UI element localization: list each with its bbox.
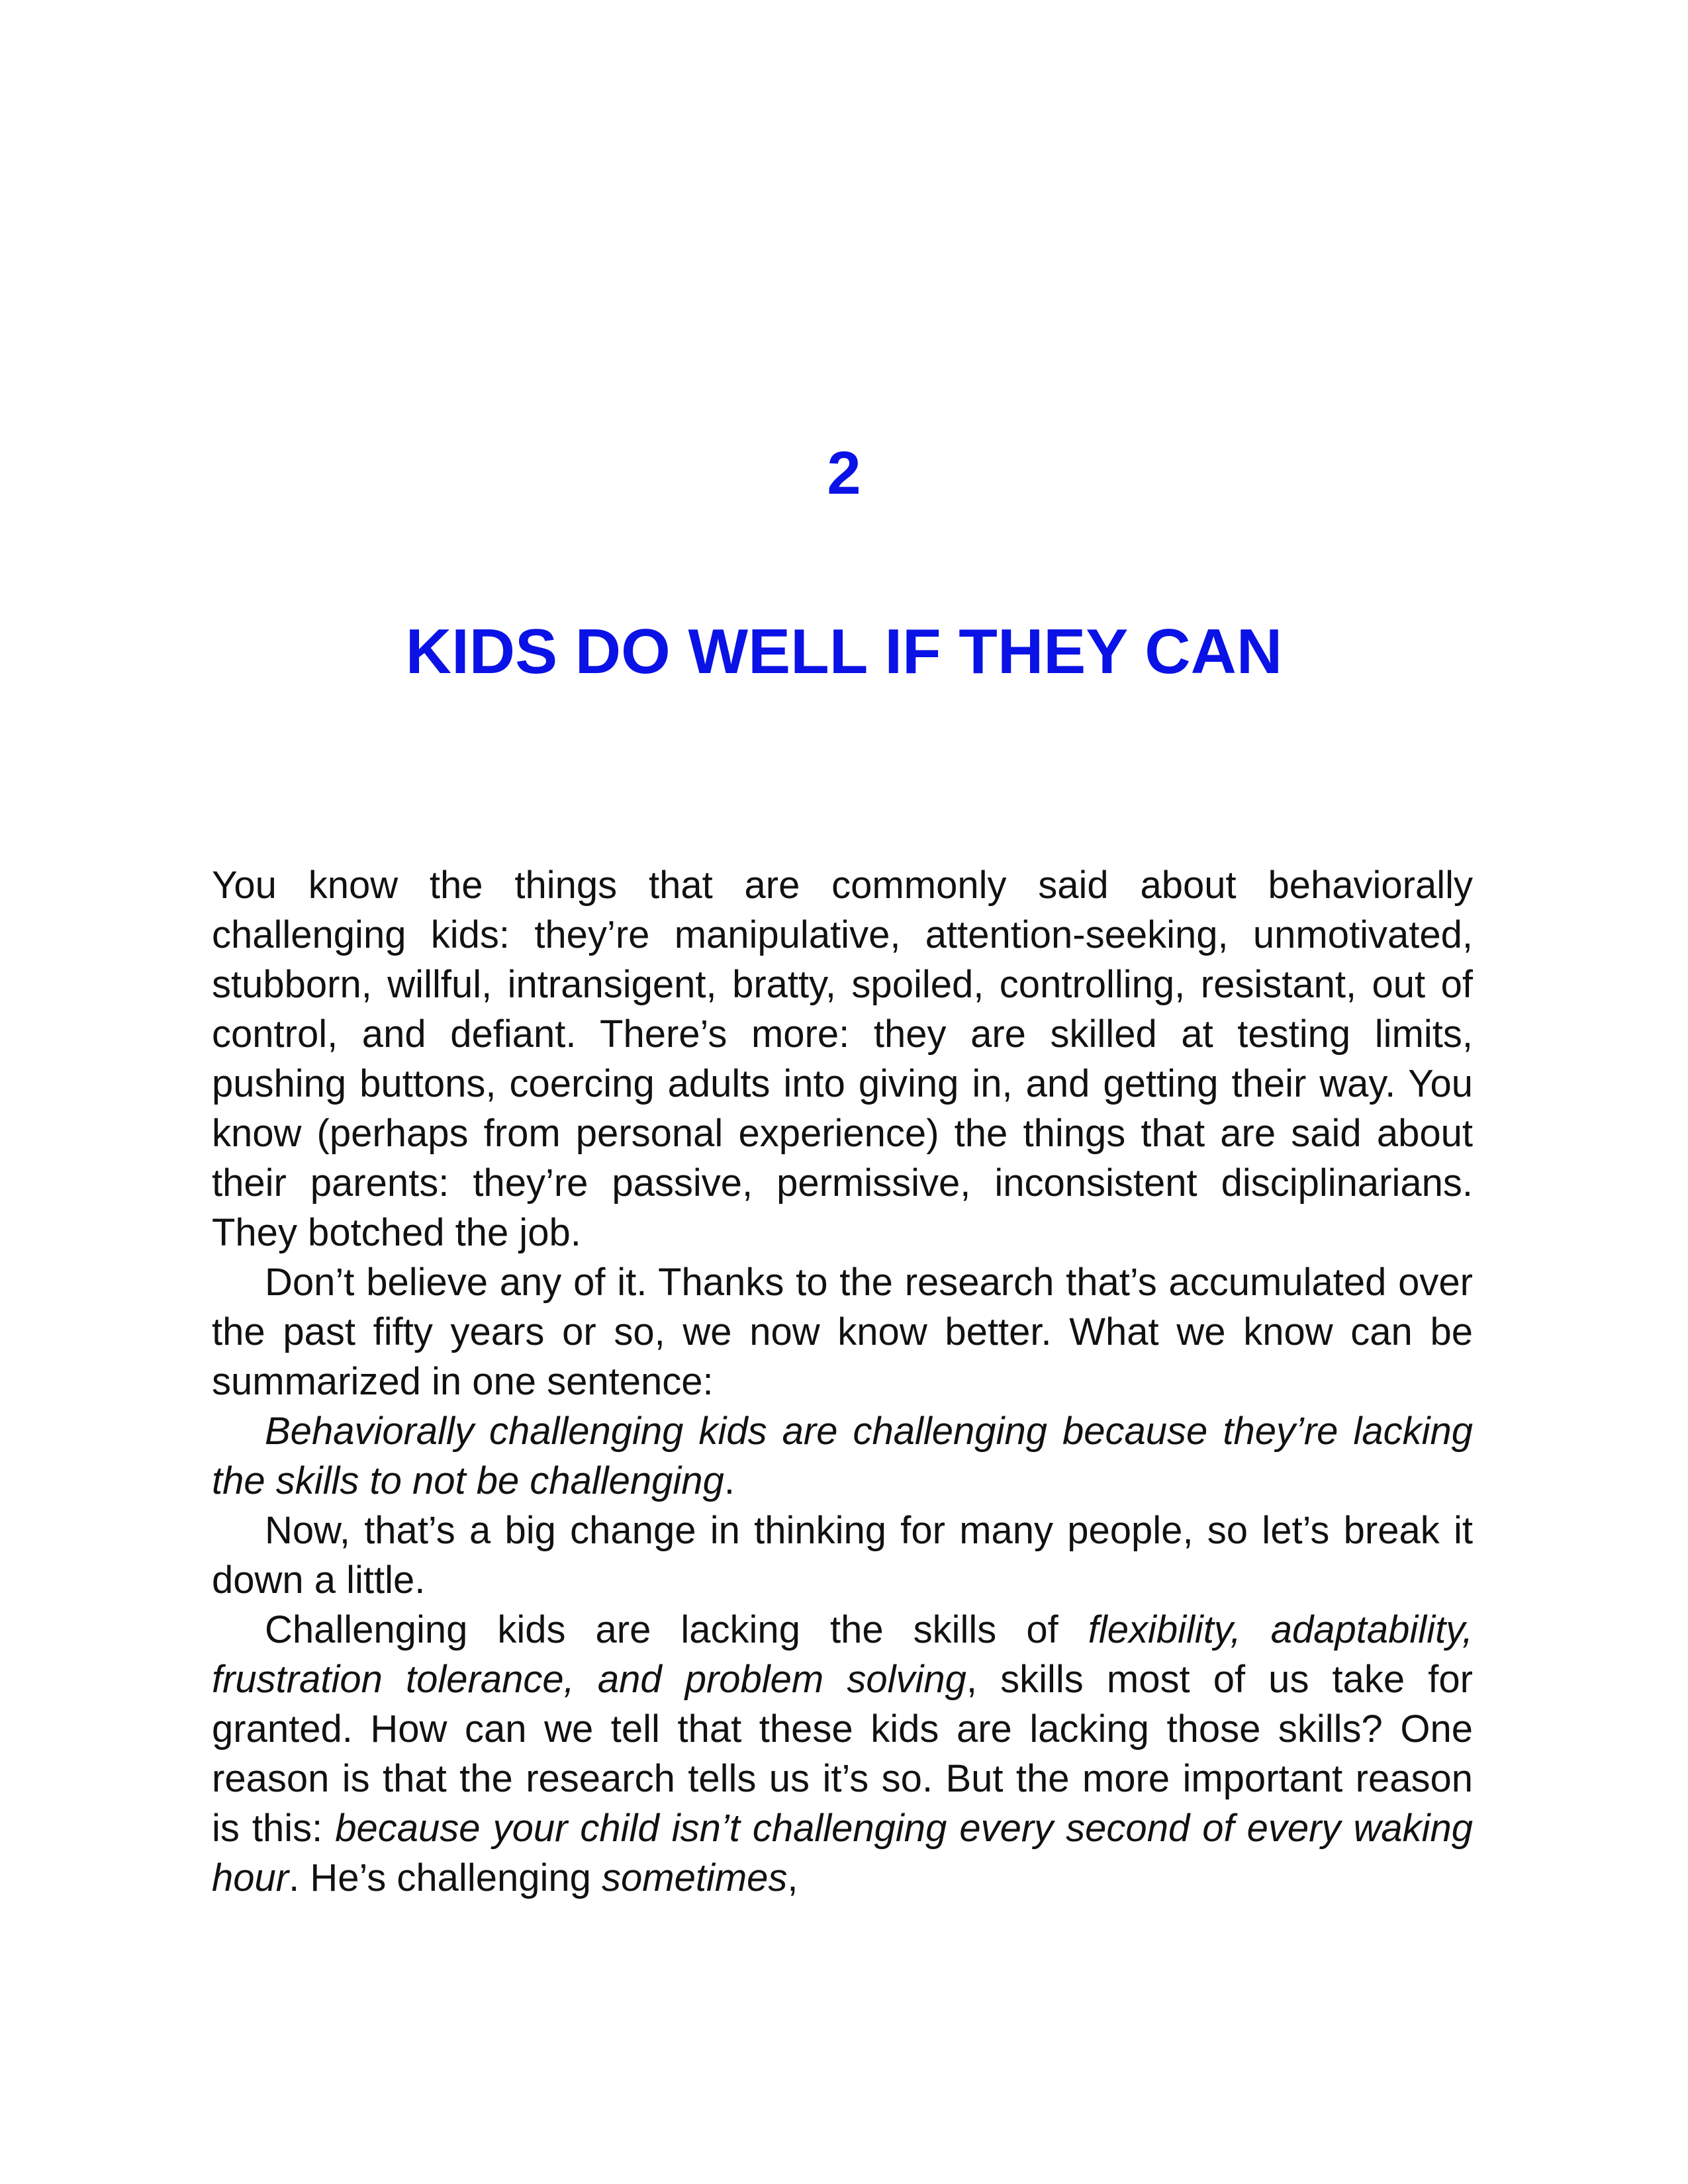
chapter-number: 2 xyxy=(827,439,861,507)
key-sentence-period: . xyxy=(724,1459,735,1502)
paragraph-5-text-2: , skills most of us take for granted. How can we tell that these kids are lacking those skills? One reason is that the research tells us it’s so. But the more important reason is this: xyxy=(212,1658,1473,1850)
chapter-body xyxy=(212,860,1473,1903)
paragraph-1: You know the things that are commonly said about behaviorally challenging kids: they’re manipulative, attention-seeking, unmotivated, stubborn, willful, intransigent, bratty, spoiled, controlling, resistant, out of control, and defiant. There’s more: they are skilled at testing limits, pushing buttons, coercing adults into giving in, and getting their way. You know (perhaps from personal experience) the things that are said about their parents: they’re passive, permissive, inconsistent disciplinarians. They botched the job. xyxy=(212,864,1473,1254)
paragraph-4: Now, that’s a big change in thinking for many people, so let’s break it down a little. xyxy=(212,1509,1473,1602)
paragraph-5-italic-3: sometimes xyxy=(602,1856,788,1899)
paragraph-2: Don’t believe any of it. Thanks to the research that’s accumulated over the past fifty years or so, we now know better. What we know can be summarized in one sentence: xyxy=(212,1261,1473,1403)
paragraph-5 xyxy=(212,1605,1473,1903)
chapter-title: KIDS DO WELL IF THEY CAN xyxy=(405,616,1283,687)
paragraph-5-italic-2: because your child isn’t challenging every second of every waking hour xyxy=(212,1807,1473,1899)
paragraph-5-text-1: Challenging kids are lacking the skills of xyxy=(265,1608,1088,1651)
paragraph-5-italic-1: flexibility, adaptability, frustration tolerance, and problem solving xyxy=(212,1608,1473,1701)
key-sentence-italic: Behaviorally challenging kids are challenging because they’re lacking the skills to not be challenging xyxy=(212,1410,1473,1502)
paragraph-5-text-3: . He’s challenging xyxy=(289,1856,602,1899)
paragraph-5-text-4: , xyxy=(787,1856,798,1899)
paragraph-3 xyxy=(212,1406,1473,1506)
